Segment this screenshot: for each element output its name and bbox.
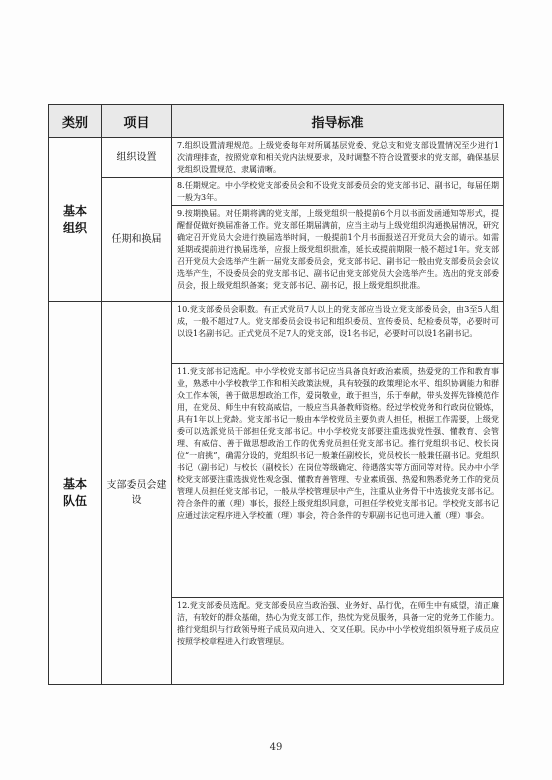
table-header-row xyxy=(49,105,504,138)
guidance-standards-table xyxy=(48,104,504,685)
table-row xyxy=(49,178,504,206)
standard-cell-9: 9.按期换届。对任期将满的党支部，上级党组织一般提前6个月以书面发函通知等形式，提醒督促做好换届准备工作。党支部任期届满前，应当主动与上级党组织沟通换届情况，研究确定召开党员大会进行换届选举时间，一般提前1个月书面报送召开党员大会的请示。如需延期或提前进行换届选举，应报上级党组织批准，延长或提前期限一般不超过1年。党支部召开党员大会选举产生新一届党支部委员会，党支部书记、副书记一般由党支部委员会会议选举产生，不设委员会的党支部书记、副书记由党支部党员大会选举产生。选出的党支部委员会，报上级党组织备案；党支部书记、副书记，报上级党组织批准。 xyxy=(172,206,504,302)
header-item: 项目 xyxy=(102,105,172,138)
standard-cell-7: 7.组织设置清理规范。上级党委每年对所属基层党委、党总支和党支部设置情况至少进行1次清理排查，按照党章和相关党内法规要求，及时调整不符合设置要求的党支部，确保基层党组织设置规范、隶属清晰。 xyxy=(172,138,504,178)
category-label: 基本 组织 xyxy=(62,203,87,235)
standard-cell-10: 10.党支部委员会职数。有正式党员7人以上的党支部应当设立党支部委员会，由3至5人组成，一般不超过7人。党支部委员会设书记和组织委员、宣传委员、纪检委员等，必要时可以设1名副书记。正式党员不足7人的党支部，设1名书记，必要时可以设1名副书记。 xyxy=(172,302,504,364)
item-label: 组织设置 xyxy=(116,152,157,163)
item-cell-committee-building xyxy=(102,302,172,685)
standard-cell-11: 11.党支部书记选配。中小学校党支部书记应当具备良好政治素质，热爱党的工作和教育事业，熟悉中小学校教学工作和相关政策法规，具有较强的政策理论水平、组织协调能力和群众工作本领，善于做思想政治工作，爱岗敬业，敢于担当，乐于奉献，带头发挥先锋模范作用，在党员、师生中有较高威信，一般应当具备教师资格。经过学校党务和行政岗位锻炼，具有1年以上党龄。党支部书记一般由本学校党员主要负责人担任，根据工作需要，上级党委可以选派党员干部担任党支部书记。中小学校党支部要注重选拔党性强、懂教育、会管理、有威信、善于做思想政治工作的优秀党员担任党支部书记。推行党组织书记、校长岗位“一肩挑”，确需分设的，党组织书记一般兼任副校长，党员校长一般兼任副书记。党组织书记（副书记）与校长（副校长）在岗位等级确定、待遇落实等方面同等对待。民办中小学校党支部要注重选拔党性观念强、懂教育善管理、专业素质强、热爱和熟悉党务工作的党员管理人员担任党支部书记，一般从学校管理层中产生，注重从业务骨干中选拔党支部书记。符合条件的董（理）事长，报经上级党组织同意，可担任学校党支部书记。学校党支部书记应通过法定程序进入学校董（理）事会，符合条件的专职副书记也可进入董（理）事会。 xyxy=(172,364,504,598)
item-label: 任期和换届 xyxy=(111,234,162,245)
category-cell-basic-team xyxy=(49,302,102,685)
page-number: 49 xyxy=(269,742,283,753)
table-row xyxy=(49,138,504,178)
standard-cell-8: 8.任期规定。中小学校党支部委员会和不设党支部委员会的党支部书记、副书记，每届任期一般为3年。 xyxy=(172,178,504,206)
category-label: 基本 队伍 xyxy=(62,477,87,508)
table-row xyxy=(49,302,504,364)
category-cell-basic-organization xyxy=(49,138,102,302)
standard-cell-12: 12.党支部委员选配。党支部委员应当政治强、业务好、品行优，在师生中有威望，清正廉洁，有较好的群众基础，热心为党支部工作，热忱为党员服务，具备一定的党务工作能力。推行党组织与行政领导班子成员双向进入、交叉任职。民办中小学校党组织领导班子成员应按照学校章程进入行政管理层。 xyxy=(172,598,504,685)
item-label: 支部委员会建设 xyxy=(106,480,167,506)
item-cell-term-and-election xyxy=(102,178,172,302)
header-category: 类别 xyxy=(49,105,102,138)
item-cell-organization-setup xyxy=(102,138,172,178)
header-standard: 指导标准 xyxy=(172,105,504,138)
